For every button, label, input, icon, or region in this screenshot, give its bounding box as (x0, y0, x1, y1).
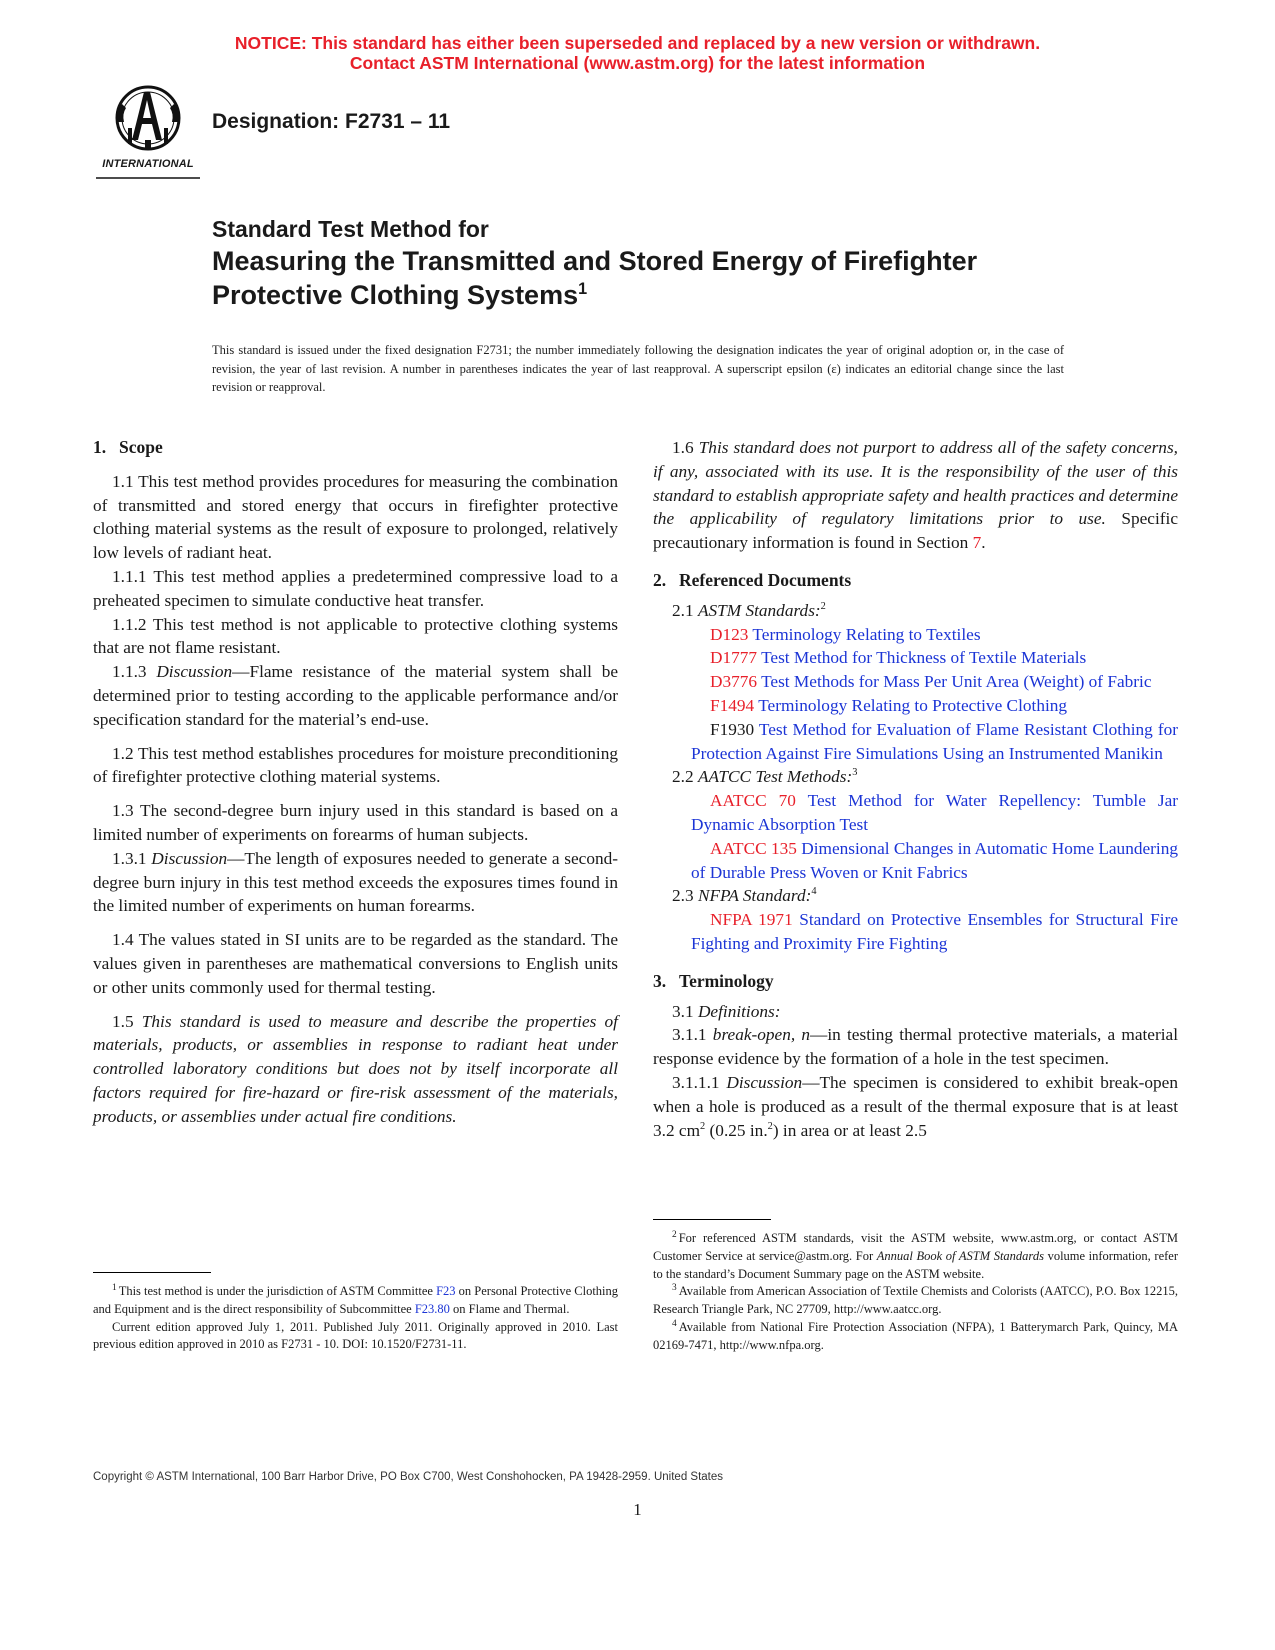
designation: Designation: F2731 – 11 (212, 110, 451, 133)
committee-f23-link[interactable]: F23 (436, 1284, 456, 1298)
ref-title[interactable]: Terminology Relating to Textiles (752, 624, 981, 644)
para-1-3: 1.3 The second-degree burn injury used in this standard is based on a limited number of experiments on forearms of human subjects. (93, 801, 618, 844)
ref-code[interactable]: D1777 (710, 648, 758, 668)
section-2-heading (653, 569, 1178, 593)
ref-d123[interactable] (653, 623, 1178, 647)
para-3-1-1-term: break-open, n (712, 1025, 811, 1045)
para-3-1-1-number: 3.1.1 (672, 1025, 707, 1045)
footnote-3 (653, 1283, 1178, 1319)
section-3-title: Terminology (679, 970, 774, 991)
para-1-3-1-number: 1.3.1 (112, 848, 147, 868)
para-1-3-1-label: Discussion (151, 848, 228, 868)
section-1-heading (93, 436, 618, 460)
ref-aatcc-70[interactable] (653, 789, 1178, 837)
ref-title[interactable]: Standard on Protective Ensembles for Structural Fire Fighting and Proximity Fire Fighting (691, 910, 1178, 953)
ref-title[interactable]: Test Method for Thickness of Textile Materials (761, 648, 1087, 668)
left-footnote-rule (93, 1272, 211, 1273)
notice-line-2: Contact ASTM International (www.astm.org) for the latest information (349, 53, 926, 73)
section-2-title: Referenced Documents (679, 569, 852, 590)
para-1-6-number: 1.6 (672, 438, 694, 457)
para-3-1-1-1-text: —The specimen is considered to exhibit break-open when a hole is produced as a result of the thermal exposure that is at least 3.2 cm (653, 1072, 1178, 1140)
footnote-4-mark: 4 (672, 1318, 677, 1329)
notice-line-1: NOTICE: This standard has either been superseded and replaced by a new version or withdrawn. (234, 33, 1041, 53)
ref-code[interactable]: AATCC 70 (710, 791, 796, 811)
ref-f1494[interactable] (653, 694, 1178, 718)
para-1-6-italic: This standard does not purport to address all of the safety concerns, if any, associated with its use. It is the responsibility of the user of this standard to establish appropriate safety and health practices and determine the applicability of regulatory limitations prior to use. (653, 438, 1178, 529)
para-2-1-footnote-ref: 2 (820, 601, 826, 613)
section-1-number: 1. (93, 437, 107, 457)
document-title (212, 214, 1112, 312)
para-2-2 (653, 765, 1178, 789)
footnote-1-text-a: This test method is under the jurisdiction of ASTM Committee (118, 1284, 433, 1298)
title-line-2 (212, 278, 1112, 312)
ref-code[interactable]: D123 (710, 624, 749, 644)
para-2-1 (653, 599, 1178, 623)
para-2-3-footnote-ref: 4 (811, 886, 817, 898)
footnote-1 (93, 1283, 618, 1319)
section-7-link[interactable]: 7 (972, 533, 982, 553)
title-prefix: Standard Test Method for (212, 216, 489, 242)
footnote-2-text-b: volume information, refer to the standard’s Document Summary page on the ASTM website. (653, 1248, 1178, 1281)
left-column (93, 436, 618, 1129)
title-footnote-ref[interactable]: 1 (578, 280, 588, 298)
para-3-1-1 (653, 1023, 1178, 1071)
ref-code[interactable]: NFPA 1971 (710, 910, 793, 930)
footnote-1-edition: Current edition approved July 1, 2011. Published July 2011. Originally approved in 2010. Last previous edition approved in 2010 as F2731 - 10. DOI: 10.1520/F2731-11. (93, 1319, 618, 1352)
footnote-1-text-c: on Flame and Thermal. (453, 1301, 570, 1316)
para-1-1: 1.1 This test method provides procedures for measuring the combination of transmitted and stored energy that occurs in firefighter protective clothing material systems as the result of exposure to prolonged, relatively low levels of radiant heat. (93, 471, 618, 563)
para-1-6 (653, 436, 1178, 555)
para-3-1-1-1 (653, 1071, 1178, 1142)
para-1-3-1 (93, 847, 618, 918)
footnote-3-text: Available from American Association of Textile Chemists and Colorists (AATCC), P.O. Box 12215, Research Triangle Park, NC 27709, http://www.aatcc.org. (653, 1284, 1178, 1317)
ref-code[interactable]: AATCC 135 (710, 838, 797, 858)
ref-f1930[interactable] (653, 718, 1178, 766)
para-2-2-footnote-ref: 3 (852, 767, 858, 779)
copyright-line: Copyright © ASTM International, 100 Barr Harbor Drive, PO Box C700, West Conshohocken, PA 19428-2959. United States (93, 1471, 724, 1483)
left-footnotes (93, 1283, 618, 1354)
squared-sup: 2 (700, 1120, 706, 1132)
ref-code: F1930 (710, 719, 755, 739)
para-1-6-end: . (981, 533, 986, 553)
ref-title[interactable]: Test Method for Water Repellency: Tumble Jar Dynamic Absorption Test (691, 791, 1178, 834)
astm-logo-text: INTERNATIONAL (102, 158, 194, 170)
para-1-2: 1.2 This test method establishes procedures for moisture preconditioning of firefighter protective clothing material systems. (93, 743, 618, 787)
ref-title[interactable]: Terminology Relating to Protective Clothing (758, 695, 1068, 715)
ref-title[interactable]: Test Method for Evaluation of Flame Resistant Clothing for Protection Against Fire Simulations Using an Instrumented Manikin (691, 719, 1178, 763)
para-3-1-1-1-end: ) in area or at least 2.5 (772, 1120, 927, 1140)
para-1-3-1-text: —The length of exposures needed to generate a second-degree burn injury in this test method exceeds the exposures times found in the limited number of experiments on human forearms. (93, 848, 618, 916)
right-footnote-rule (653, 1219, 771, 1220)
right-column (653, 436, 1178, 1142)
para-1-5-number: 1.5 (112, 1011, 134, 1031)
para-2-3-label: NFPA Standard: (697, 886, 812, 906)
right-footnotes (653, 1230, 1178, 1355)
footnote-2-mark: 2 (672, 1229, 677, 1240)
ref-nfpa-1971[interactable] (653, 908, 1178, 956)
footnote-1-text-b: on Personal Protective Clothing and Equipment and is the direct responsibility of Subcommittee (93, 1284, 619, 1316)
para-1-6-tail: Specific precautionary information is found in Section (653, 509, 1178, 553)
section-1-title: Scope (119, 437, 163, 457)
withdrawal-notice (0, 33, 1275, 73)
para-3-1-1-1-label: Discussion (726, 1072, 803, 1092)
footnote-2-italic: Annual Book of ASTM Standards (876, 1248, 1044, 1263)
footnote-4-text: Available from National Fire Protection Association (NFPA), 1 Batterymarch Park, Quincy, MA 02169-7471, http://www.nfpa.org. (653, 1319, 1178, 1352)
para-1-1-3 (93, 660, 618, 731)
footnote-4 (653, 1319, 1178, 1355)
para-2-2-label: AATCC Test Methods: (697, 767, 853, 787)
para-1-1-1: 1.1.1 This test method applies a predetermined compressive load to a preheated specimen to simulate conductive heat transfer. (93, 566, 618, 610)
para-3-1-number: 3.1 (672, 1001, 694, 1021)
para-2-1-number: 2.1 (672, 600, 694, 620)
subcommittee-f23-80-link[interactable]: F23.80 (414, 1301, 450, 1316)
para-2-1-label: ASTM Standards: (697, 600, 821, 620)
title-line-2-text: Protective Clothing Systems (212, 280, 579, 310)
para-1-1-2: 1.1.2 This test method is not applicable to protective clothing systems that are not flame resistant. (93, 614, 618, 658)
ref-code[interactable]: F1494 (710, 695, 755, 715)
para-2-2-number: 2.2 (672, 767, 694, 787)
para-1-5 (93, 1010, 618, 1129)
footnote-1-mark: 1 (112, 1282, 117, 1293)
title-line-1: Measuring the Transmitted and Stored Energy of Firefighter (212, 246, 978, 276)
section-3-heading (653, 970, 1178, 994)
para-3-1 (653, 1000, 1178, 1024)
para-1-4: 1.4 The values stated in SI units are to be regarded as the standard. The values given in parentheses are mathematical conversions to English units or other units commonly used for thermal testing. (93, 930, 618, 997)
para-3-1-label: Definitions: (697, 1001, 781, 1021)
footnote-2-text-a: For referenced ASTM standards, visit the ASTM website, www.astm.org, or contact ASTM Customer Service at service@astm.org. For (653, 1231, 1178, 1263)
para-3-1-1-1-number: 3.1.1.1 (672, 1072, 720, 1092)
para-3-1-1-1-mid: (0.25 in. (705, 1120, 768, 1140)
section-2-number: 2. (653, 569, 667, 590)
para-1-1-3-number: 1.1.3 (112, 662, 147, 682)
para-1-1-3-label: Discussion (156, 662, 233, 682)
para-1-5-text: This standard is used to measure and describe the properties of materials, products, or assemblies in response to radiant heat under controlled laboratory conditions but does not by itself incorporate all factors required for fire-hazard or fire-risk assessment of the materials, products, or assemblies under actual fire conditions. (93, 1011, 618, 1126)
squared-sup: 2 (767, 1120, 773, 1132)
issue-note: This standard is issued under the fixed designation F2731; the number immediately following the designation indicates the year of original adoption or, in the case of revision, the year of last revision. A number in parentheses indicates the year of last reapproval. A superscript epsilon (ε) indicates an editorial change since the last revision or reapproval. (212, 343, 1064, 394)
ref-code[interactable]: D3776 (710, 672, 758, 692)
para-2-3-number: 2.3 (672, 886, 694, 906)
ref-title[interactable]: Test Methods for Mass Per Unit Area (Weight) of Fabric (761, 672, 1152, 692)
section-3-number: 3. (653, 970, 667, 991)
para-2-3 (653, 884, 1178, 908)
footnote-3-mark: 3 (672, 1283, 677, 1294)
ref-title[interactable]: Dimensional Changes in Automatic Home Laundering of Durable Press Woven or Knit Fabrics (691, 838, 1178, 882)
para-1-1-3-text: —Flame resistance of the material system shall be determined prior to testing according to the applicable performance and/or specification standard for the material’s end-use. (93, 662, 619, 729)
astm-logo (92, 82, 204, 180)
ref-d3776[interactable] (653, 670, 1178, 694)
ref-aatcc-135[interactable] (653, 837, 1178, 885)
footnote-2 (653, 1230, 1178, 1283)
ref-d1777[interactable] (653, 646, 1178, 670)
para-3-1-1-text: —in testing thermal protective materials, a material response evidence by the formation of a hole in the test specimen. (653, 1025, 1178, 1069)
page-number: 1 (633, 1500, 642, 1519)
